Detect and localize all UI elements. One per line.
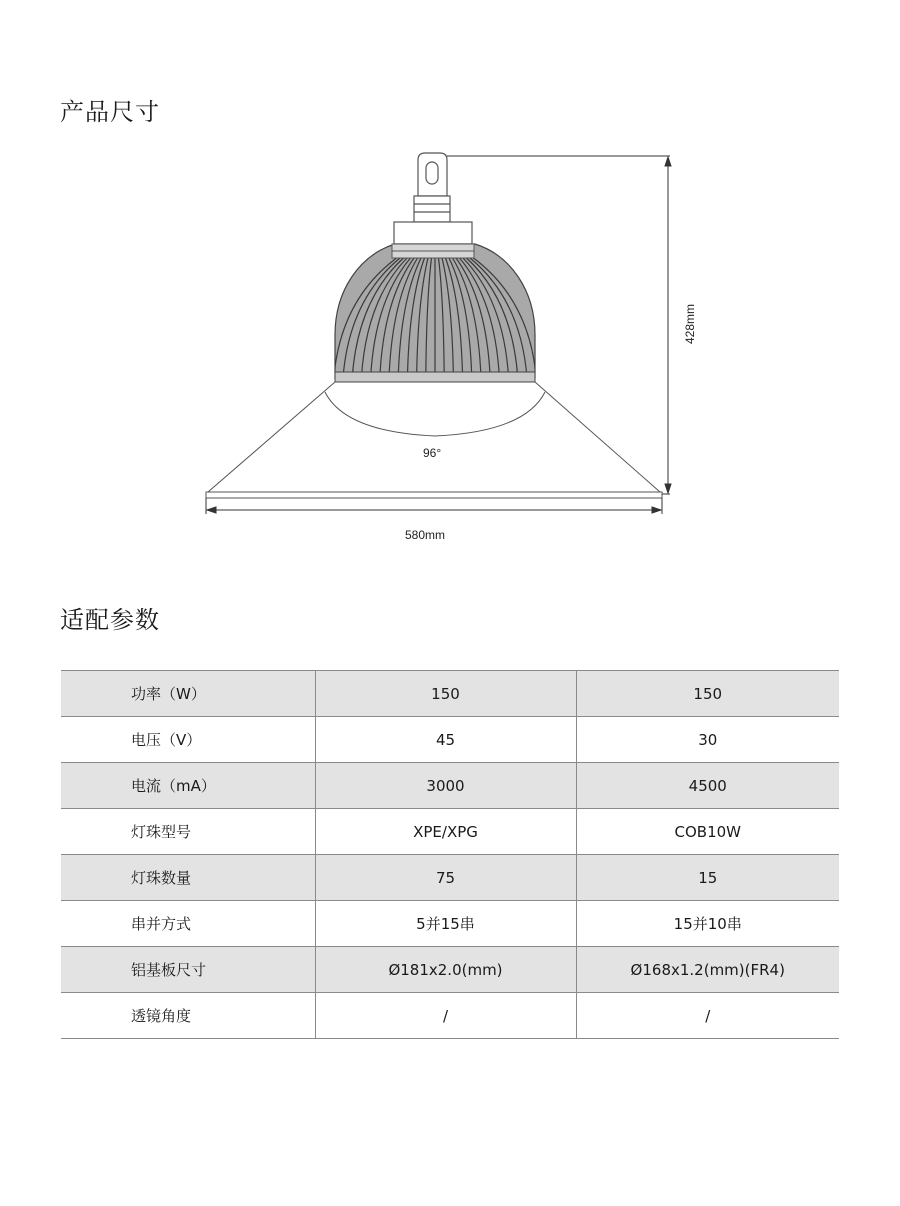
dimensions-title: 产品尺寸: [60, 98, 160, 126]
params-title: 适配参数: [60, 606, 160, 634]
value-col-1: 150: [315, 671, 576, 717]
table-row: [61, 763, 839, 809]
lamp-reflector: [206, 382, 662, 498]
param-label: 灯珠型号: [61, 809, 315, 855]
param-label: 透镜角度: [61, 993, 315, 1039]
value-col-1: 5并15串: [315, 901, 576, 947]
table-row: [61, 717, 839, 763]
value-col-1: 75: [315, 855, 576, 901]
param-label: 电压（V）: [61, 717, 315, 763]
table-row: [61, 671, 839, 717]
value-col-1: Ø181x2.0(mm): [315, 947, 576, 993]
param-label: 功率（W）: [61, 671, 315, 717]
spec-table: [61, 670, 839, 1039]
width-dimension-line: [206, 498, 662, 514]
value-col-2: 150: [576, 671, 839, 717]
value-col-1: 3000: [315, 763, 576, 809]
table-row: [61, 947, 839, 993]
lamp-hook: [394, 153, 472, 244]
lamp-heatsink-dome: [334, 244, 536, 382]
lamp-dimension-drawing: [0, 140, 900, 550]
param-label: 灯珠数量: [61, 855, 315, 901]
param-label: 电流（mA）: [61, 763, 315, 809]
value-col-2: /: [576, 993, 839, 1039]
value-col-1: 45: [315, 717, 576, 763]
value-col-2: 15: [576, 855, 839, 901]
table-row: [61, 855, 839, 901]
table-row: [61, 809, 839, 855]
value-col-1: XPE/XPG: [315, 809, 576, 855]
width-label: 580mm: [405, 528, 446, 542]
param-label: 串并方式: [61, 901, 315, 947]
beam-angle-label: 96°: [423, 446, 442, 460]
value-col-2: Ø168x1.2(mm)(FR4): [576, 947, 839, 993]
table-row: [61, 901, 839, 947]
param-label: 铝基板尺寸: [61, 947, 315, 993]
height-label: 428mm: [683, 303, 697, 344]
value-col-2: 15并10串: [576, 901, 839, 947]
table-row: [61, 993, 839, 1039]
value-col-1: /: [315, 993, 576, 1039]
value-col-2: COB10W: [576, 809, 839, 855]
value-col-2: 30: [576, 717, 839, 763]
value-col-2: 4500: [576, 763, 839, 809]
